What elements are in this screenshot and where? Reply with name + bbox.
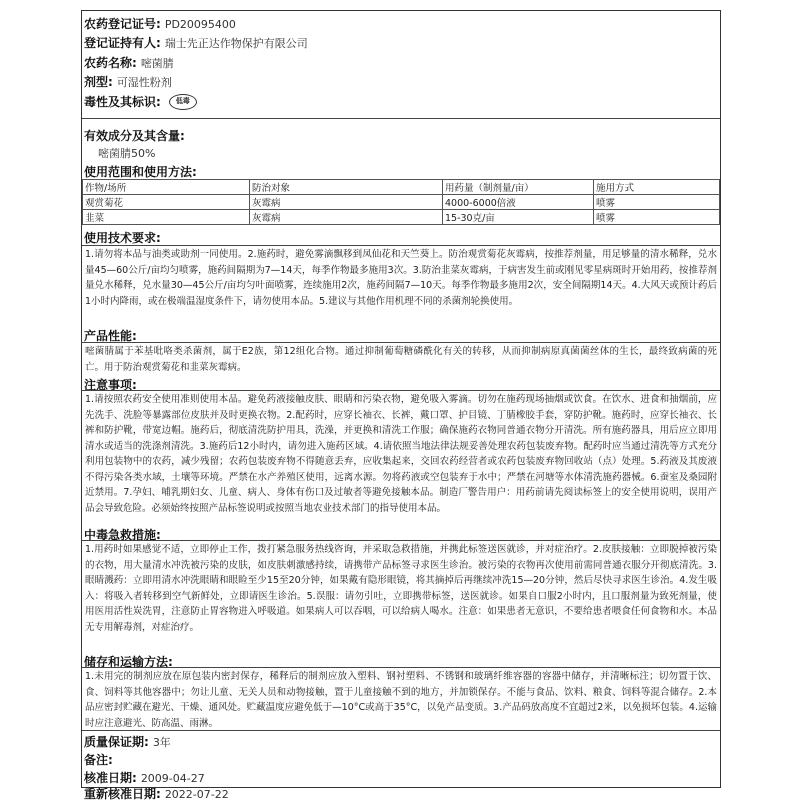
label-document <box>81 10 721 801</box>
ingredient-value: 嘧菌腈50% <box>98 147 156 160</box>
reg-no-row <box>84 13 718 32</box>
reg-no-value: PD20095400 <box>164 18 236 31</box>
usage-cell: 灰霉病 <box>250 210 443 225</box>
usage-cell: 喷雾 <box>594 195 720 210</box>
storage-text: 1.未用完的制剂应放在原包装内密封保存，稀释后的制剂应放入塑料、钢衬塑料、不锈钢和玻璃纤维容器的容器中储存，并清晰标注；切勿置于饮、食、饲料等其他容器中；勿让儿童、无关人员和动物接触，置于儿童接触不到的地方，并加锁保存。不能与食品、饮料、粮食、饲料等混合储存。2.本品应密封贮藏在避光、干燥、通风处。贮藏温度应避免低于—10°C或高于35°C，以免产品变质。3.产品码放高度不宜超过2米，以免损坏包装。4.运输时应注意避光、防高温、雨淋。 <box>82 667 720 728</box>
note-label: 备注: <box>84 753 113 767</box>
table-row <box>83 210 720 225</box>
usage-header-row <box>83 180 720 195</box>
reapprove-value: 2022-07-22 <box>164 788 229 801</box>
tech-text: 1.请勿将本品与油类或助剂一同使用。2.施药时，避免雾滴飘移到凤仙花和天竺葵上。防治观赏菊花灰霉病，按推荐剂量，用足够量的清水稀释，兑水量45—60公斤/亩均匀喷雾，施药间隔期为7—14天，每季作物最多施用3次。3.防治韭菜灰霉病，于病害发生前或刚见零星病斑时开始用药，按推荐剂量兑水稀释，兑水量30—45公斤/亩均匀叶面喷雾，连续施用2次，施药间隔7—10天。每季作物最多施用2次，安全间隔期14天。4.大风天或预计药后1小时内降雨，或在极端温湿度条件下，请勿使用本品。5.建议与其他作用机理不同的杀菌剂轮换使用。 <box>82 245 720 323</box>
holder-value: 瑞士先正达作物保护有限公司 <box>164 37 308 50</box>
usage-title: 使用范围和使用方法: <box>84 165 197 179</box>
name-label: 农药名称: <box>84 56 137 70</box>
form-value: 可湿性粉剂 <box>116 76 172 89</box>
note-row <box>84 749 718 768</box>
caution-title: 注意事项: <box>84 378 137 392</box>
ingredient-row <box>82 118 720 144</box>
storage-title: 储存和运输方法: <box>84 655 173 669</box>
name-value: 嘧菌腈 <box>140 57 174 70</box>
usage-cell: 15-30克/亩 <box>443 210 594 225</box>
usage-cell: 喷雾 <box>594 210 720 225</box>
quality-row <box>82 730 720 750</box>
reapprove-label: 重新核准日期: <box>84 787 161 801</box>
toxicity-badge-text: 低毒 <box>175 96 190 105</box>
usage-cell: 观赏菊花 <box>83 195 250 210</box>
perf-text: 嘧菌腈属于苯基吡咯类杀菌剂，属于E2族，第12组化合物。通过抑制葡萄糖磷酰化有关的转移，从而抑制病原真菌菌丝体的生长，最终致病菌的死亡。用于防治观赏菊花和韭菜灰霉病。 <box>82 342 720 374</box>
firstaid-text: 1.用药时如果感觉不适，立即停止工作，拨打紧急服务热线咨询，并采取急救措施，并携此标签送医就诊，并对症治疗。2.皮肤接触：立即脱掉被污染的衣物，用大量清水冲洗被污染的皮肤，如皮肤刺激感持续，请携带产品标签寻求医生诊治。被污染的衣物再次使用前需同普通衣服分开彻底清洗。3.眼睛溅药：立即用清水冲洗眼睛和眼睑至少15至20分钟，如果戴有隐形眼镜，将其摘掉后再继续冲洗15—20分钟，然后尽快寻求医生诊治。4.发生吸入：将吸入者转移到空气新鲜处，立即请医生诊治。5.误服：请勿引吐，立即携带标签，送医就诊。如果自口服2小时内，且口服剂量为致死剂量，使用医用活性炭洗胃，注意防止胃容物进入呼吸道。如果病人可以吞咽，可以给病人喝水。注意：如果患者无意识，不要给患者喂食任何食物和水。本品无专用解毒剂，对症治疗。 <box>82 540 720 650</box>
approve-label: 核准日期: <box>84 771 137 785</box>
caution-text: 1.请按照农药安全使用准则使用本品。避免药液接触皮肤、眼睛和污染衣物，避免吸入雾滴。切勿在施药现场抽烟或饮食。在饮水、进食和抽烟前，应先洗手、洗脸等暴露部位皮肤并及时更换衣物。2.配药时，应穿长袖衣、长裤，戴口罩、护目镜、丁腈橡胶手套，穿防护靴。施药时，应穿长袖衣、长裤和防护靴，带宽边帽。施药后，彻底清洗防护用具，洗澡，并更换和清洗工作服；确保施药衣物同普通衣物分开清洗。所有施药器具，用后应立即用清水或适当的洗涤剂清洗。3.施药后12小时内，请勿进入施药区域。4.请依照当地法律法规妥善处理农药包装废弃物。配药时应当通过清洗等方式充分利用包装物中的农药，减少残留；农药包装废弃物不得随意丢弃，应收集起来，交回农药经营者或农药包装废弃物回收站（点）处理。5.药液及其废液不得污染各类水域，土壤等环境。严禁在水产养殖区使用，远离水源。勿将药液或空包装弃于水中；严禁在河塘等水体清洗施药器械。6.蚕室及桑园附近禁用。7.孕妇、哺乳期妇女、儿童、病人、身体有伤口及过敏者等避免接触本品。制造厂警告用户：用药前请先阅读标签上的安全使用说明，误用产品会导致危险。必须始终按照产品标签说明或按照当地农业技术部门的指导使用本品。 <box>82 390 720 523</box>
perf-title: 产品性能: <box>84 329 137 343</box>
name-row <box>84 52 718 71</box>
reapprove-row <box>84 783 718 801</box>
table-row <box>83 195 720 210</box>
firstaid-title: 中毒急救措施: <box>84 528 161 542</box>
quality-label: 质量保证期: <box>84 735 149 749</box>
approve-value: 2009-04-27 <box>140 772 205 785</box>
reg-no-label: 农药登记证号: <box>84 17 161 31</box>
usage-header-method: 施用方式 <box>594 180 720 195</box>
form-row <box>84 71 718 90</box>
tech-title: 使用技术要求: <box>84 231 161 245</box>
usage-header-crop: 作物/场所 <box>83 180 250 195</box>
holder-label: 登记证持有人: <box>84 36 161 50</box>
form-label: 剂型: <box>84 75 113 89</box>
toxicity-badge <box>169 94 197 110</box>
holder-row <box>84 32 718 51</box>
usage-cell: 韭菜 <box>83 210 250 225</box>
usage-table <box>82 179 720 225</box>
usage-cell: 4000-6000倍液 <box>443 195 594 210</box>
ingredient-label: 有效成分及其含量: <box>84 129 185 143</box>
usage-header-dosage: 用药量（制剂量/亩） <box>443 180 594 195</box>
usage-cell: 灰霉病 <box>250 195 443 210</box>
toxicity-row <box>84 91 718 115</box>
toxicity-label: 毒性及其标识: <box>84 95 161 109</box>
quality-value: 3年 <box>152 736 171 749</box>
usage-header-target: 防治对象 <box>250 180 443 195</box>
